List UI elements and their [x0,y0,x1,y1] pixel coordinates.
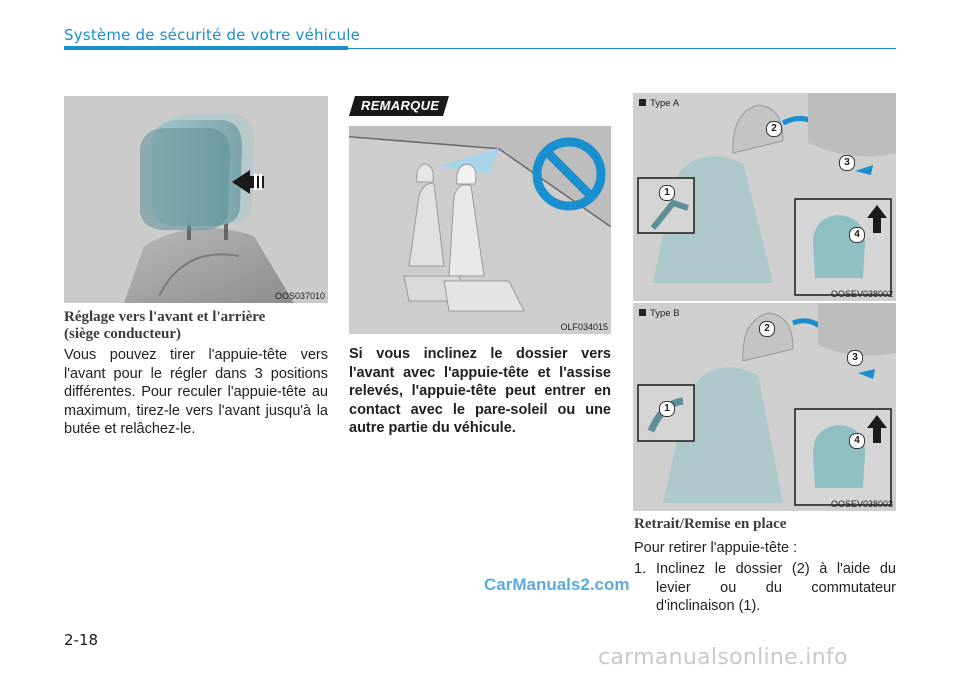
heading-line-2: (siège conducteur) [64,326,182,342]
type-label-text: Type B [650,308,680,319]
subsection-heading: Retrait/Remise en place [634,516,787,532]
header-rule-accent [64,46,348,50]
type-label-text: Type A [650,98,680,109]
callout-1: 1 [659,401,675,417]
figure-code: OOSEV038003 [830,499,893,509]
callout-4: 4 [849,433,865,449]
page-number: 2-18 [64,631,99,649]
site-watermark: CarManuals2.com [484,575,630,594]
figure-code: OOSEV038002 [830,289,893,299]
heading-line-1: Réglage vers l'avant et l'arrière [64,309,266,325]
type-label [639,98,679,109]
seat-contact-figure [349,126,611,334]
note-label: REMARQUE [361,98,440,113]
footer-watermark: carmanualsonline.info [598,645,848,670]
figure-code: OOS037010 [274,291,325,301]
type-a-figure [633,93,896,301]
intro-text: Pour retirer l'appuie-tête : [634,540,798,556]
callout-3: 3 [839,155,855,171]
paragraph: Vous pouvez tirer l'appuie-tête vers l'avant pour le régler dans 3 positions différentes. Pour reculer l'appuie-tête au maximum, tirez-le vers l'avant jusqu'à la butée et relâchez-le. [64,347,328,437]
bullet-square [639,309,646,316]
bullet-square [639,99,646,106]
callout-4: 4 [849,227,865,243]
note-text: Si vous inclinez le dossier vers l'avant avec l'appuie-tête et l'assise relevés, l'appuie-tête peut entrer en contact avec le pare-soleil ou une autre partie du véhicule. [349,346,611,436]
headrest-illustration [64,96,328,303]
header-rule [348,48,896,49]
figure-code: OLF034015 [560,322,608,332]
subsection-heading [64,309,328,343]
callout-2: 2 [759,321,775,337]
type-label [639,308,680,319]
step-number: 1. [634,561,647,577]
callout-2: 2 [766,121,782,137]
seat-contact-illustration [349,126,611,334]
callout-1: 1 [659,185,675,201]
callout-3: 3 [847,350,863,366]
note-badge [349,96,449,116]
headrest-adjust-figure [64,96,328,303]
type-b-figure [633,303,896,511]
step-text: Inclinez le dossier (2) à l'aide du levier ou du commutateur d'inclinaison (1). [656,561,896,614]
step-item [634,560,896,616]
section-title: Système de sécurité de votre véhicule [64,26,361,44]
